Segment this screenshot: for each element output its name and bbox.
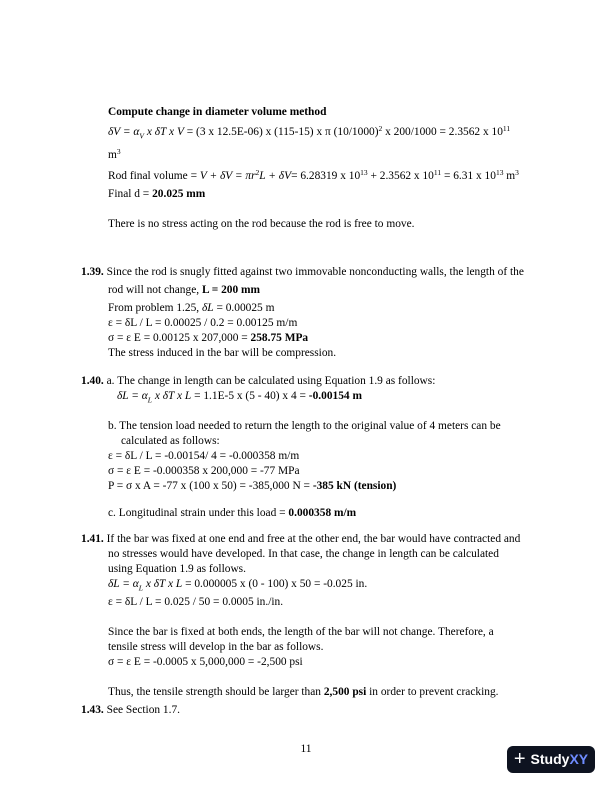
problem-1-40-part-a: 1.40. a. The change in length can be calculated using Equation 1.9 as follows:: [81, 375, 436, 387]
problem-1-39-intro: 1.39. Since the rod is snugly fitted against two immovable nonconducting walls, the length of the: [81, 266, 524, 278]
rod-final-volume: Rod final volume = $V + \delta V = \pi r^2L + \delta V= 6.28319$ x $10^{13} + 2.3562$ x $10^{11} = 6.31$ x $10^{13}$ $m^3$: [108, 168, 519, 183]
volume-method-section: [108, 105, 563, 232]
problem-1-41-line4: Since the bar is fixed at both ends, the length of the bar will not change. Therefore, a: [108, 626, 494, 639]
problem-1-41: [81, 532, 561, 700]
studyxy-badge[interactable]: [507, 746, 595, 773]
equation-delta-v-cont: $m^3$: [108, 147, 121, 162]
badge-label: StudyXY: [530, 751, 589, 767]
problem-1-40-force: P = σ x A = -77 x (100 x 50) = -385,000 N = -385 kN (tension): [108, 480, 397, 493]
page-number: 11: [300, 743, 312, 755]
problem-1-41-intro: 1.41. If the bar was fixed at one end and free at the other end, the bar would have contracted and: [81, 533, 521, 545]
problem-1-40: [81, 374, 561, 521]
problem-1-41-line5: tensile stress will develop in the bar as follows.: [108, 641, 324, 654]
problem-1-39: [81, 265, 561, 361]
final-diameter: Final d = 20.025 mm: [108, 188, 206, 201]
problem-1-43: [81, 703, 561, 718]
problem-1-39-stress: σ = ε E = 0.00125 x 207,000 = 258.75 MPa: [108, 332, 309, 344]
equation-delta-v: $\delta V = \alpha_V$ x δT x V = (3 x 12.5E-06) x (115-15) x π $(10/1000)^2$ x 200/1000 = 2.3562 x $10^{11}$: [108, 124, 511, 141]
section-heading: Compute change in diameter volume method: [108, 106, 327, 118]
problem-1-39-length: rod will not change, L = 200 mm: [108, 284, 261, 296]
problem-1-39-strain: ε = δL / L = 0.00025 / 0.2 = 0.00125 m/m: [108, 317, 298, 329]
no-stress-statement: There is no stress acting on the rod because the rod is free to move.: [108, 218, 415, 231]
problem-1-40-stress: σ = ε E = -0.000358 x 200,000 = -77 MPa: [108, 465, 300, 478]
problem-1-41-eq2: ε = δL / L = 0.025 / 50 = 0.0005 in./in.: [108, 596, 284, 609]
problem-1-41-line3: using Equation 1.9 as follows.: [108, 563, 246, 575]
problem-1-39-conclusion: The stress induced in the bar will be compression.: [108, 347, 337, 359]
problem-1-41-eq1: $\delta L = \alpha_L$ x δT x L = 0.000005 x (0 - 100) x 50 = -0.025 in.: [108, 578, 368, 593]
problem-1-41-line2: no stresses would have developed. In that case, the change in length can be calculated: [108, 548, 499, 560]
problem-1-41-eq3: σ = ε E = -0.0005 x 5,000,000 = -2,500 psi: [108, 656, 303, 669]
problem-1-39-from: From problem 1.25, δL = 0.00025 m: [108, 302, 275, 314]
problem-1-40-strain: ε = δL / L = -0.00154/ 4 = -0.000358 m/m: [108, 450, 300, 463]
problem-1-40-part-a-eq: $\delta L = \alpha_L$ x δT x L = 1.1E-5 x (5 - 40) x 4 = -0.00154 m: [117, 390, 362, 405]
problem-1-43-text: 1.43. See Section 1.7.: [81, 704, 181, 716]
problem-1-41-conclusion: Thus, the tensile strength should be larger than 2,500 psi in order to prevent cracking.: [108, 686, 499, 699]
problem-1-40-part-c: c. Longitudinal strain under this load = 0.000358 m/m: [108, 507, 357, 520]
problem-1-40-part-b: b. The tension load needed to return the length to the original value of 4 meters can be: [108, 420, 501, 433]
problem-1-40-part-b-cont: calculated as follows:: [121, 435, 220, 448]
plus-icon: +: [513, 747, 526, 770]
